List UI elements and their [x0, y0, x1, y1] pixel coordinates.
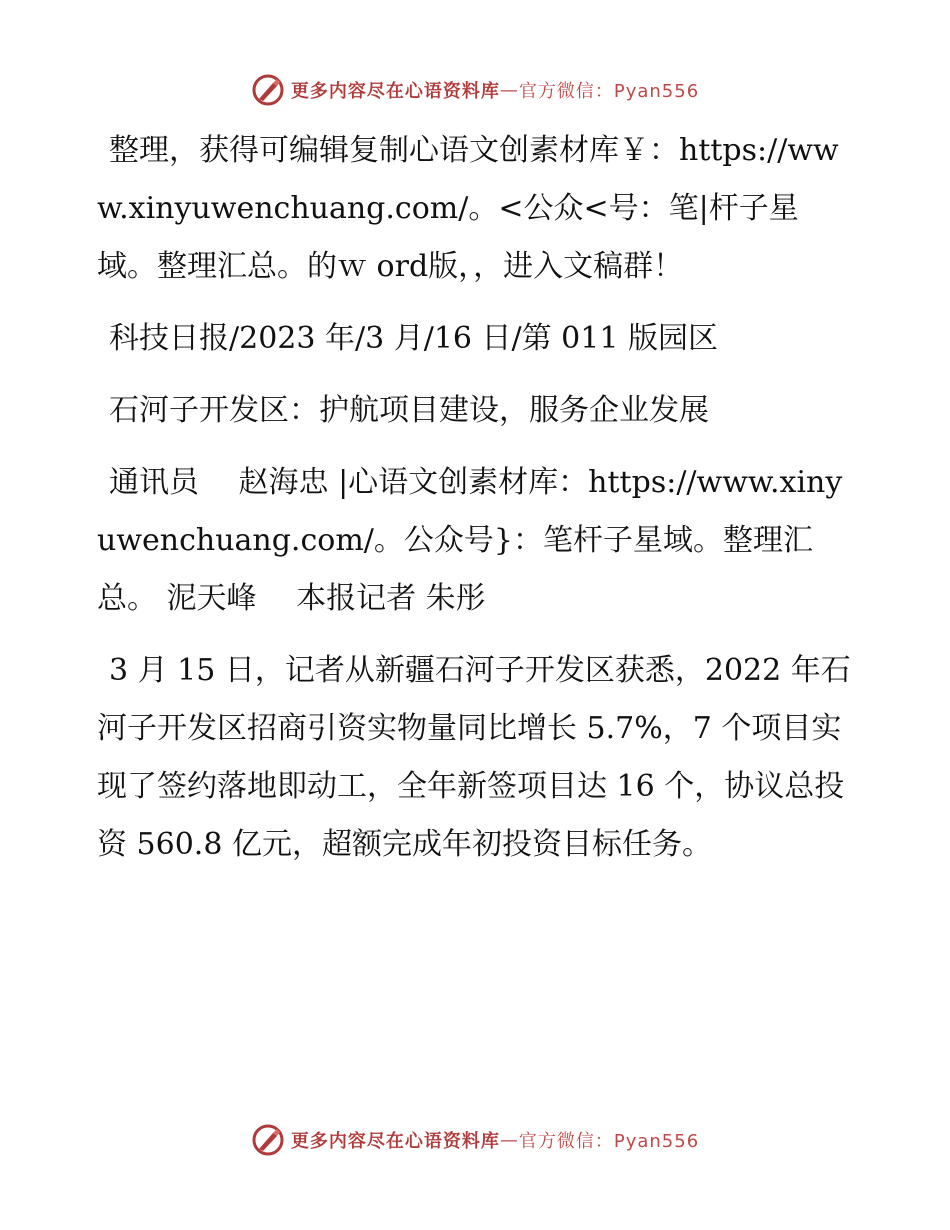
document-body	[97, 122, 857, 888]
paragraph-headline: 石河子开发区：护航项目建设，服务企业发展	[109, 393, 709, 428]
header-watermark	[0, 70, 950, 110]
pen-logo-icon	[251, 73, 285, 107]
footer-watermark	[0, 1120, 950, 1160]
watermark-dash: —	[499, 79, 519, 101]
paragraph-body: 3 月 15 日，记者从新疆石河子开发区获悉，2022 年石河子开发区招商引资实物量同比增长 5.7%，7 个项目实现了签约落地即动工，全年新签项目达 16 个，协议总投资 560.8 亿元，超额完成年初投资目标任务。	[97, 653, 851, 862]
pen-logo-icon	[251, 1123, 285, 1157]
watermark-main-text: 更多内容尽在心语资料库	[290, 1131, 500, 1152]
watermark-dash: —	[499, 1129, 519, 1151]
paragraph-byline: 通讯员 赵海忠 |心语文创素材库：https://www.xinyuwenchuang.com/。公众号}：笔杆子星域。整理汇总。 泥天峰 本报记者 朱彤	[97, 465, 843, 616]
watermark-sub-text: 官方微信：Pyan556	[518, 81, 700, 102]
paragraph-source: 科技日报/2023 年/3 月/16 日/第 011 版园区	[109, 321, 718, 356]
watermark-main-text: 更多内容尽在心语资料库	[290, 81, 500, 102]
paragraph-intro: 整理，获得可编辑复制心语文创素材库￥：https://www.xinyuwenchuang.com/。<公众<号：笔|杆子星域。整理汇总。的ｗ ord版，，进入文稿群！	[97, 133, 839, 284]
watermark-sub-text: 官方微信：Pyan556	[518, 1131, 700, 1152]
